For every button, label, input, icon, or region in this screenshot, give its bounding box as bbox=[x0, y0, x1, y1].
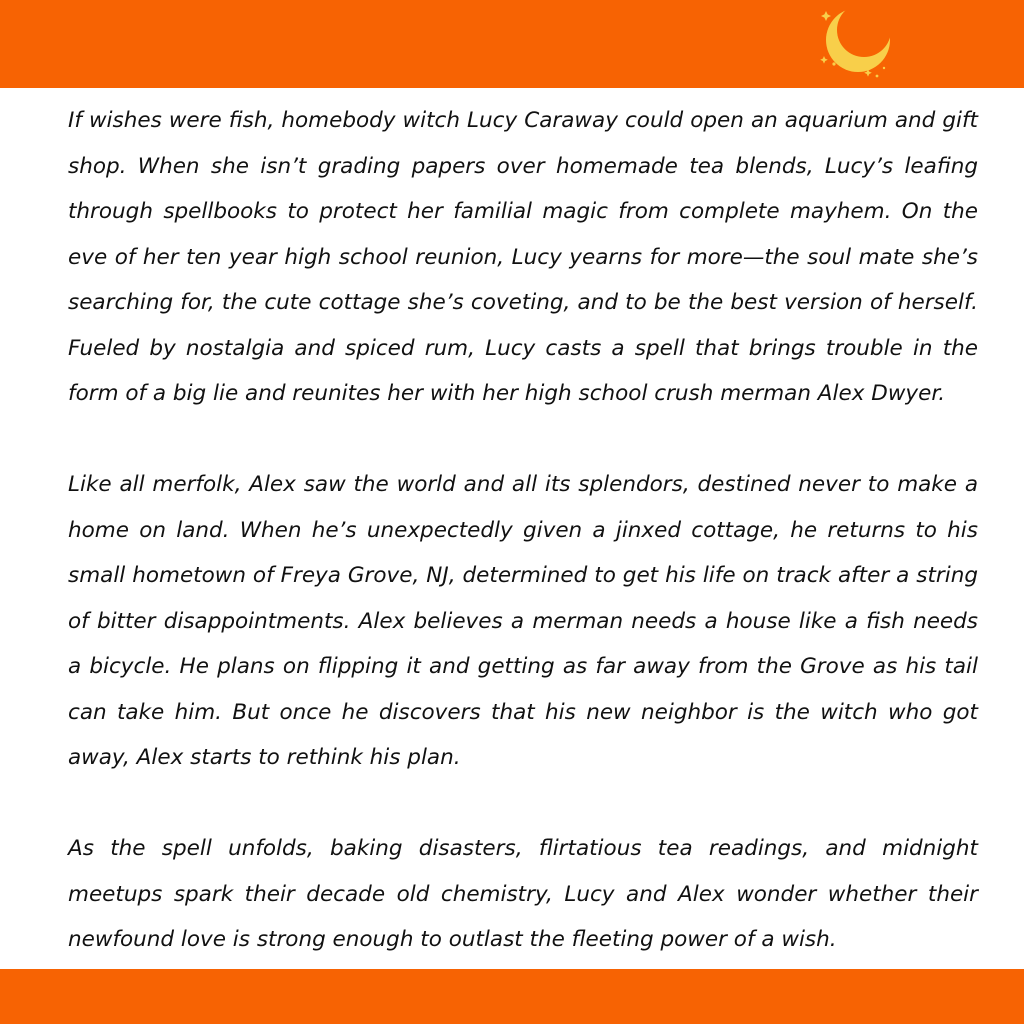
blurb-paragraph-3: As the spell unfolds, baking disasters, flirtatious tea readings, and midnight meetups spark their decade old chemistry, Lucy and Alex wonder whether their newfound love is strong enough to outlast the fleeting power of a wish. bbox=[68, 836, 978, 952]
bottom-orange-banner bbox=[0, 969, 1024, 1024]
blurb-paragraph-1: If wishes were fish, homebody witch Lucy Caraway could open an aquarium and gift shop. When she isn’t grading papers over homemade tea blends, Lucy’s leafing through spellbooks to protect her familial magic from complete mayhem. On the eve of her ten year high school reunion, Lucy yearns for more—the soul mate she’s searching for, the cute cottage she’s coveting, and to be the best version of herself. Fueled by nostalgia and spiced rum, Lucy casts a spell that brings trouble in the form of a big lie and reunites her with her high school crush merman Alex Dwyer. bbox=[68, 108, 978, 406]
moon-crescent bbox=[826, 8, 890, 72]
crescent-moon-icon bbox=[812, 2, 896, 86]
book-blurb bbox=[68, 98, 978, 963]
blurb-paragraph-2: Like all merfolk, Alex saw the world and all its splendors, destined never to make a home on land. When he’s unexpectedly given a jinxed cottage, he returns to his small hometown of Freya Grove, NJ, determined to get his life on track after a string of bitter disappointments. Alex believes a merman needs a house like a fish needs a bicycle. He plans on flipping it and getting as far away from the Grove as his tail can take him. But once he discovers that his new neighbor is the witch who got away, Alex starts to rethink his plan. bbox=[68, 472, 978, 770]
